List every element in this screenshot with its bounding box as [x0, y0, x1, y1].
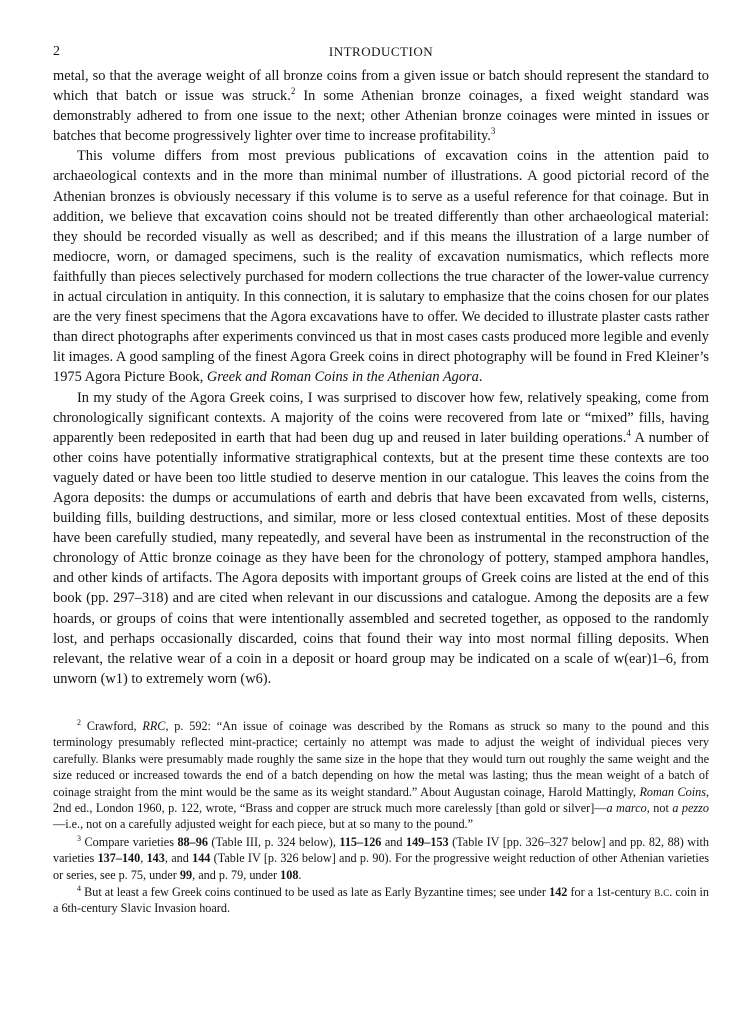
main-text — [53, 66, 709, 689]
text-run: and — [381, 834, 406, 849]
styled-run: RRC — [142, 718, 166, 733]
text-run: In some Athenian bronze coinages, a fixed weight standard was demonstrably adhered to from one issue to the next; other Athenian bronze coinages were minted in issues or batches that become progressively lighter over time to increase profitability. — [53, 88, 709, 145]
text-run: A number of other coins have potentially informative stratigraphical contexts, but at the present time these contexts are too vaguely dated or have been too little studied to deserve mention in our catalogue. This leaves the coins from the Agora deposits: the dumps or accumulations of earth and debris that have been excavated from wells, cisterns, building fills, building destructions, and similar, more or less closed contextual entities. Most of these deposits have been carefully studied, many repeatedly, and several have been as instrumental in the reconstruction of the chronology of Attic bronze coinage as they have been for the chronology of pottery, stamped amphora handles, and other kinds of artifacts. The Agora deposits with important groups of Greek coins are listed at the end of this book (pp. 297–318) and are cited when relevant in our discussions and catalogue. Among the deposits are a few hoards, or groups of coins that were intentionally assembled and secreted together, as opposed to the randomly lost, and perhaps occasionally discarded, coins that found their way into most normal filling deposits. When relevant, the relative wear of a coin in a deposit or hoard group may be indicated on a scale of w(ear)1–6, from unworn (w1) to extremely worn (w6). — [53, 429, 709, 687]
text-run: In my study of the Agora Greek coins, I was surprised to discover how few, relatively speaking, come from chronologically significant contexts. A majority of the coins were recovered from late or “mixed” fills, having apparently been redeposited in earth that had been dug up and reused in later building operations. — [53, 389, 709, 446]
running-header — [53, 44, 709, 66]
text-run: , and p. 79, under — [192, 867, 281, 882]
footnote-marker: 3 — [490, 126, 496, 137]
text-run: (Table III, p. 324 below), — [207, 834, 340, 849]
book-page — [53, 44, 709, 917]
styled-run: 144 — [192, 851, 211, 866]
styled-run: a marco — [606, 800, 647, 815]
text-run: (Table IV [p. 326 below] and p. 90). For the progressive weight reduction of other Athenian varieties or series, see p. 75, under — [53, 851, 709, 882]
text-run: for a 1st-century — [567, 884, 655, 899]
styled-run: b.c. — [654, 884, 673, 899]
styled-run: 99 — [179, 867, 193, 882]
styled-run: 137–140 — [97, 851, 141, 866]
styled-run: Roman Coins — [639, 784, 706, 799]
text-run: But at least a few Greek coins continued to be used as late as Early Byzantine times; see under — [81, 884, 550, 899]
body-paragraph-3 — [53, 388, 709, 689]
text-run: . — [478, 369, 483, 386]
footnote-marker: 2 — [77, 717, 81, 727]
styled-run: Greek and Roman Coins in the Athenian Agora — [206, 369, 479, 386]
footnote-2 — [53, 718, 709, 833]
running-title: INTRODUCTION — [328, 44, 434, 59]
styled-run: 115–126 — [339, 834, 382, 849]
body-paragraph-1 — [53, 66, 709, 146]
text-run: , and — [164, 851, 193, 866]
text-run: , not — [646, 800, 673, 815]
styled-run: 88–96 — [177, 834, 208, 849]
styled-run: a pezzo — [672, 800, 709, 815]
footnote-3 — [53, 834, 709, 883]
text-run: Compare varieties — [81, 834, 178, 849]
footnote-marker: 4 — [77, 883, 81, 893]
text-run: , p. 592: “An issue of coinage was described by the Romans as struck so many to the pound and this terminology presumably reflected mint-practice; certainly no attempt was made to adjust the weight of individual pieces very carefully. Blanks were presumably made roughly the same size in the hope that they would turn out roughly the same weight and the size reduced or increased towards the end of a batch depending on how the metal was lasting; thus the mean weight of a batch of coinage straight from the mint would be the same as its weight standard.” About Augustan coinage, Harold Mattingly, — [53, 718, 710, 799]
text-run: —i.e., not on a carefully adjusted weight for each piece, but at so many to the pound.” — [53, 817, 473, 832]
styled-run: 149–153 — [405, 834, 449, 849]
text-run: , 2nd ed., London 1960, p. 122, wrote, “Brass and copper are struck much more carelessly [than gold or silver]— — [53, 784, 709, 815]
text-run: . — [298, 867, 302, 882]
styled-run: 142 — [549, 884, 568, 899]
text-run: coin in a 6th-century Slavic Invasion hoard. — [53, 884, 709, 916]
text-run: , — [140, 851, 147, 866]
footnote-marker: 3 — [77, 833, 81, 843]
text-run: Crawford, — [81, 718, 143, 733]
styled-run: 108 — [280, 867, 299, 882]
text-run: (Table IV [pp. 326–327 below] and pp. 82, 88) with varieties — [53, 834, 709, 866]
text-run: This volume differs from most previous publications of excavation coins in the attention paid to archaeological contexts and in the more than minimal number of illustrations. A good pictorial record of the Athenian bronzes is obviously necessary if this volume is to serve as a useful reference for that coinage. But in addition, we believe that excavation coins should not be treated differently than other archaeological material: they should be recorded visually as well as described; and if this means the illustration of a large number of mediocre, worn, or damaged specimens, such is the reality of excavation numismatics, which reflects more faithfully than pieces selectively purchased for modern collections the true character of the lower-value currency in actual circulation in antiquity. In this connection, it is salutary to emphasize that the coins chosen for our plates are the very finest specimens that the Agora excavations have to offer. We decided to illustrate plaster casts rather than direct photographs after experiments convinced us that in most cases casts produced more legible and evenly lit images. A good sampling of the finest Agora Greek coins in direct photography will be found in Fred Kleiner’s 1975 Agora Picture Book, — [53, 148, 709, 386]
text-run: metal, so that the average weight of all bronze coins from a given issue or batch should represent the standard to which that batch or issue was struck. — [53, 68, 709, 105]
styled-run: 143 — [146, 851, 165, 866]
footnotes — [53, 718, 709, 917]
footnote-marker: 4 — [626, 427, 631, 438]
body-paragraph-2 — [53, 146, 709, 387]
footnote-marker: 2 — [290, 86, 296, 97]
page-number: 2 — [53, 44, 60, 59]
footnote-4 — [53, 884, 709, 917]
